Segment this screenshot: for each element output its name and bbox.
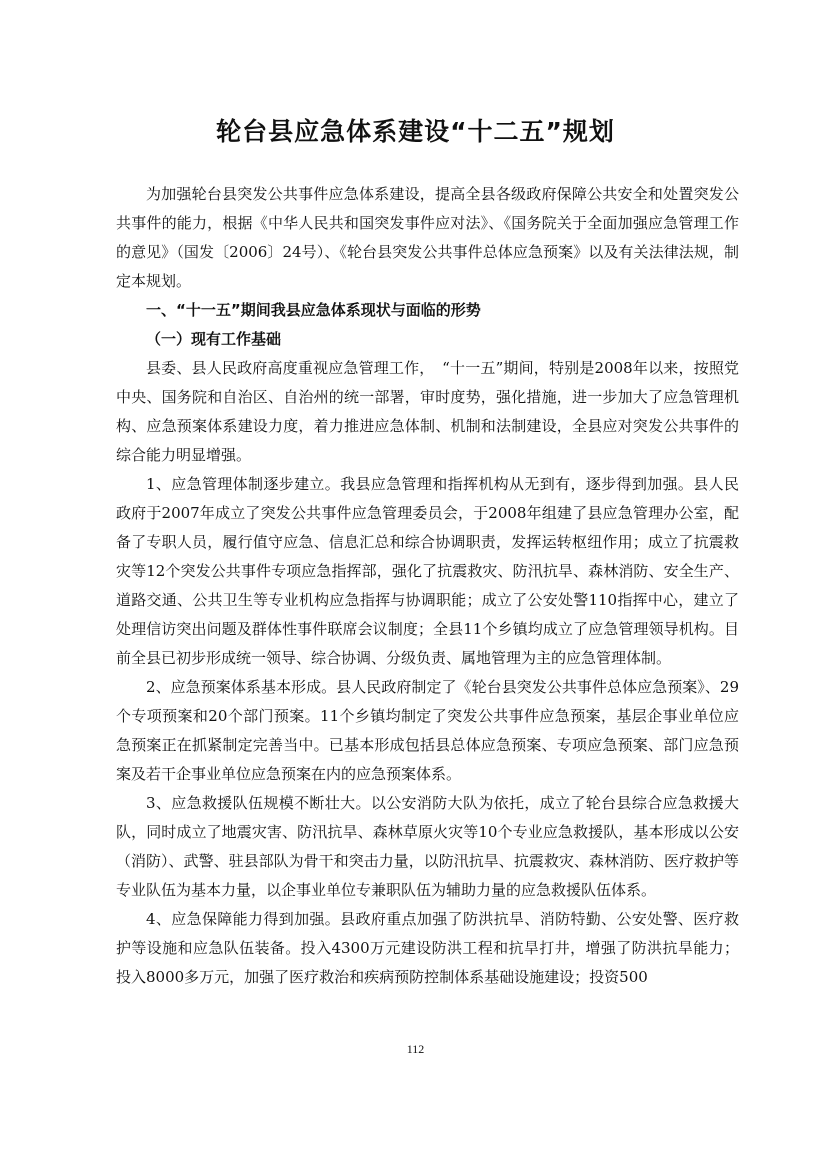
paragraph-management-system: 1、应急管理体制逐步建立。我县应急管理和指挥机构从无到有，逐步得到加强。县人民政府于2007年成立了突发公共事件应急管理委员会，于2008年组建了县应急管理办公室，配备了专职人员，履行值守应急、信息汇总和综合协调职责，发挥运转枢纽作用；成立了抗震救灾等12个突发公共事件专项应急指挥部，强化了抗震救灾、防汛抗旱、森林消防、安全生产、道路交通、公共卫生等专业机构应急指挥与协调职能；成立了公安处警110指挥中心，建立了处理信访突出问题及群体性事件联席会议制度；全县11个乡镇均成立了应急管理领导机构。目前全县已初步形成统一领导、综合协调、分级负责、属地管理为主的应急管理体制。 [116,475,739,667]
intro-paragraph: 为加强轮台县突发公共事件应急体系建设，提高全县各级政府保障公共安全和处置突发公共事件的能力，根据《中华人民共和国突发事件应对法》、《国务院关于全面加强应急管理工作的意见》（国发〔2006〕24号）、《轮台县突发公共事件总体应急预案》以及有关法律法规，制定本规划。 [116,185,739,290]
paragraph-emergency-plans: 2、应急预案体系基本形成。县人民政府制定了《轮台县突发公共事件总体应急预案》、29个专项预案和20个部门预案。11个乡镇均制定了突发公共事件应急预案，基层企事业单位应急预案正在抓紧制定完善当中。已基本形成包括县总体应急预案、专项应急预案、部门应急预案及若干企事业单位应急预案在内的应急预案体系。 [116,678,739,783]
paragraph-rescue-teams: 3、应急救援队伍规模不断壮大。以公安消防大队为依托，成立了轮台县综合应急救援大队，同时成立了地震灾害、防汛抗旱、森林草原火灾等10个专业应急救援队，基本形成以公安（消防）、武警、驻县部队为骨干和突击力量，以防汛抗旱、抗震救灾、森林消防、医疗救护等专业队伍为基本力量，以企事业单位专兼职队伍为辅助力量的应急救援队伍体系。 [116,794,739,899]
document-title: 轮台县应急体系建设“十二五”规划 [216,117,615,146]
document-body [116,180,739,992]
section-heading: 一、“十一五”期间我县应急体系现状与面临的形势 [146,301,481,319]
overview-paragraph: 县委、县人民政府高度重视应急管理工作， “十一五”期间，特别是2008年以来，按照党中央、国务院和自治区、自治州的统一部署，审时度势，强化措施，进一步加大了应急管理机构、应急预案体系建设力度，着力推进应急体制、机制和法制建设，全县应对突发公共事件的综合能力明显增强。 [116,359,739,464]
paragraph-support-capacity: 4、应急保障能力得到加强。县政府重点加强了防洪抗旱、消防特勤、公安处警、医疗救护等设施和应急队伍装备。投入4300万元建设防洪工程和抗旱打井，增强了防洪抗旱能力；投入8000多万元，加强了医疗救治和疾病预防控制体系基础设施建设；投资500 [116,910,739,986]
page-number: 112 [406,1042,425,1056]
subsection-heading: （一）现有工作基础 [146,330,282,348]
